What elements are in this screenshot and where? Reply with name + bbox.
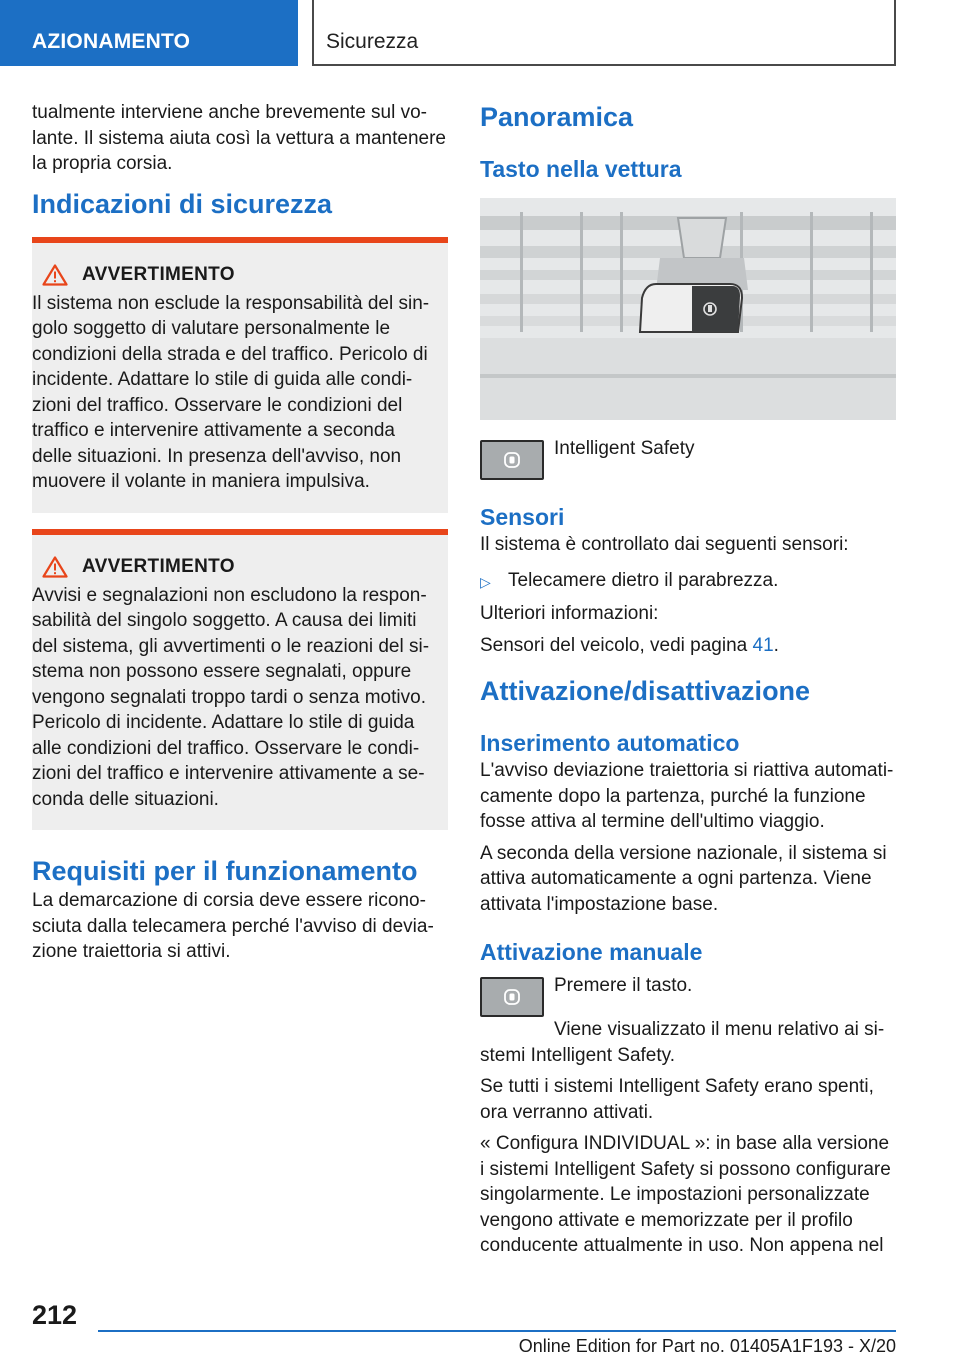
auto-paragraph-2: A seconda della versione nazionale, il sistema si attiva automaticamente a ogni partenza. Viene attivata l'impostazione base. [480,842,887,915]
bullet-triangle-icon: ▷ [480,573,491,590]
intelligent-safety-button-icon [480,977,544,1017]
manual-paragraph-1: Premere il tasto. [554,975,693,996]
manual-paragraph-4: « Configura INDIVIDUAL »: in base alla versione i sistemi Intelligent Safety si possono configurare singolarmente. Le impostazioni personalizzate vengono attivate e memorizzate per il profilo conducente attualmente in uso. Non appena nel [480,1133,891,1256]
requirements-heading: Requisiti per il funzionamento [32,856,418,886]
safety-heading: Indicazioni di sicurezza [32,188,333,219]
warning-title-1: AVVERTIMENTO [82,263,235,285]
chapter-title: Sicurezza [326,30,419,53]
warning-text-2: Avvisi e segnalazioni non escludono la respon-sabilità del singolo soggetto. A causa dei limiti del sistema, gli avvertimenti o le reazioni del si-stema non possono essere segnalati, oppure vengono segnalati troppo tardi o senza motivo. Pericolo di incidente. Adattare lo stile di guida alle condizioni del traffico. Osservare le condi-zioni del traffico e intervenire attivamente a se-conda delle situazioni. [32,584,430,810]
warning-text-1: Il sistema non esclude la responsabilità del sin-golo soggetto di valutare personalmente le condizioni della strada e del traffico. Pericolo di incidente. Adattare lo stile di guida alle condi-zioni del traffico. Osservare le condizioni del traffico e intervenire attivamente a seconda delle situazioni. In presenza dell'avviso, non muovere il volante in maniera impulsiva. [32,292,430,492]
manual-paragraph-3: Se tutti i sistemi Intelligent Safety erano spenti, ora verranno attivati. [480,1076,874,1123]
warning-triangle-icon [42,556,68,578]
section-title: AZIONAMENTO [32,30,191,53]
footer-rule [98,1330,896,1332]
sensors-bullet [480,568,896,596]
page-number: 212 [32,1300,78,1330]
page-reference-link[interactable]: 41 [752,634,774,656]
dashboard-button-photo [480,198,896,420]
reference-suffix: . [773,634,779,656]
car-shield-icon [503,451,521,469]
warning-box-2 [32,529,448,831]
button-heading: Tasto nella vettura [480,156,682,182]
activation-heading: Attivazione/disattivazione [480,676,811,706]
sensors-bullet-text: Telecamere dietro il parabrezza. [508,569,779,591]
intro-paragraph: tualmente interviene anche brevemente sul vo-lante. Il sistema aiuta così la vettura a mantenere la propria corsia. [32,102,446,174]
warning-triangle-icon [42,264,68,286]
more-info-text: Ulteriori informazioni: [480,603,659,624]
edition-note: Online Edition for Part no. 01405A1F193 - X/20 [518,1336,896,1356]
reference-prefix: Sensori del veicolo, vedi pagina [480,634,753,656]
button-photo-illustration [480,198,896,420]
warning-title-2: AVVERTIMENTO [82,555,235,577]
sensors-text: Il sistema è controllato dai seguenti sensori: [480,534,849,555]
chapter-tab [312,0,896,66]
auto-heading: Inserimento automatico [480,730,740,756]
manual-press-row [480,973,896,1017]
intelligent-safety-button-icon [480,440,544,480]
requirements-text: La demarcazione di corsia deve essere ricono-sciuta dalla telecamera perché l'avviso di devia-zione traiettoria si attivi. [32,890,434,962]
left-column [32,100,448,971]
section-tab [0,0,298,66]
overview-heading: Panoramica [480,102,634,132]
button-legend [480,438,896,480]
sensors-reference [480,633,896,659]
car-shield-icon [503,988,521,1006]
auto-paragraph-1: L'avviso deviazione traiettoria si riattiva automati-camente dopo la partenza, purché la funzione fosse attiva al termine dell'ultimo viaggio. [480,760,894,832]
manual-paragraph-2: Viene visualizzato il menu relativo ai si-stemi Intelligent Safety. [480,1019,885,1066]
manual-heading: Attivazione manuale [480,939,703,965]
warning-box-1 [32,237,448,513]
right-column [480,100,896,1265]
button-label: Intelligent Safety [554,438,695,459]
sensors-heading: Sensori [480,504,565,530]
